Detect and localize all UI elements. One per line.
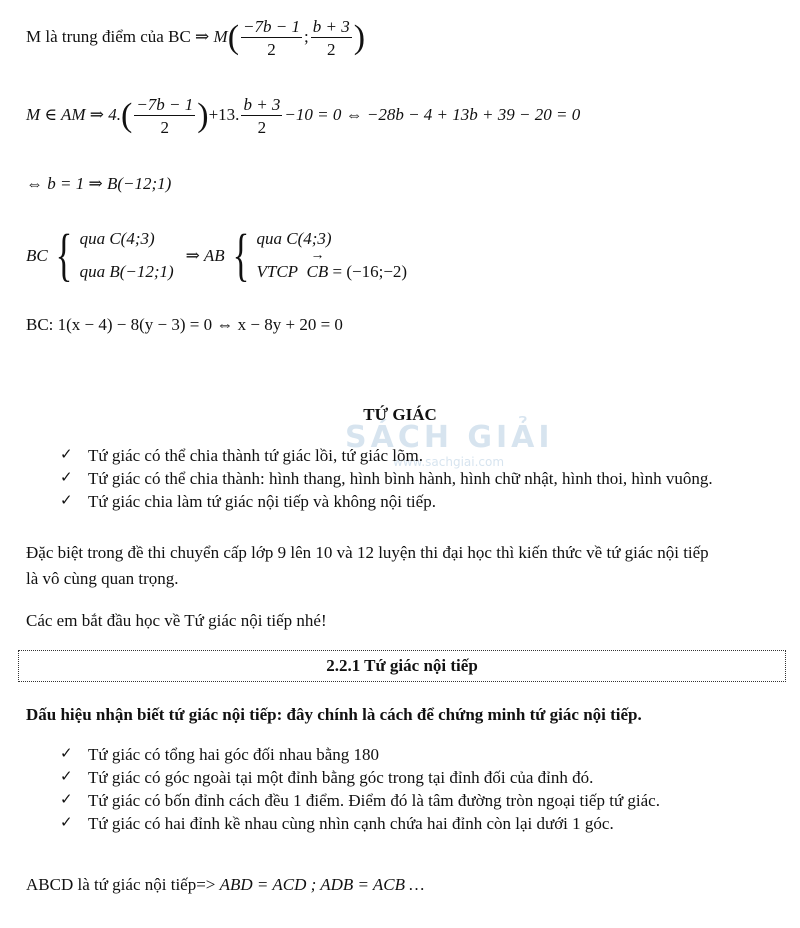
- paragraph-line: là vô cùng quan trọng.: [26, 569, 179, 588]
- fraction: $\frac{-7b - 1}{2}$: [243, 17, 300, 59]
- paragraph-line: Đặc biệt trong đề thi chuyển cấp lớp 9 lên 10 và 12 luyện thi đại học thì kiến thức về tứ giác nội tiếp: [26, 543, 709, 562]
- system-bc: qua C(4;3) qua B(−12;1): [79, 229, 174, 282]
- list-item: ✓ Tứ giác có hai đỉnh kề nhau cùng nhìn cạnh chứa hai đỉnh còn lại dưới 1 góc.: [60, 814, 614, 833]
- subsection-title-box: 2.2.1 Tứ giác nội tiếp: [18, 650, 786, 682]
- check-icon: ✓: [60, 470, 73, 486]
- bc-equation-line: BC: 1(x − 4) − 8(y − 3) = 0 ⇔ x − 8y + 20 = 0: [26, 315, 343, 334]
- signs-list: [60, 745, 660, 837]
- list-item: ✓ Tứ giác chia làm tứ giác nội tiếp và không nội tiếp.: [60, 492, 436, 511]
- solution-line: ⇔ b = 1 ⇒ B(−12;1): [26, 174, 172, 193]
- system-ab: qua C(4;3) VTCP → CB = (−16;−2): [256, 222, 407, 288]
- list-item: ✓ Tứ giác có thể chia thành tứ giác lồi, tứ giác lõm.: [60, 446, 423, 465]
- check-icon: ✓: [60, 447, 73, 463]
- check-icon: ✓: [60, 769, 73, 785]
- angle-equalities: ABD = ACD ; ADB = ACB …: [219, 875, 425, 894]
- point-m: M: [213, 26, 228, 46]
- implies-symbol: ⇒: [195, 26, 210, 46]
- list-item: ✓ Tứ giác có góc ngoài tại một đỉnh bằng góc trong tại đỉnh đối của đỉnh đó.: [60, 768, 594, 787]
- check-icon: ✓: [60, 815, 73, 831]
- vector-cb: → CB: [307, 255, 329, 288]
- list-item: ✓ Tứ giác có tổng hai góc đối nhau bằng 180: [60, 745, 380, 764]
- fraction: $\frac{-7b - 1}{2}$: [136, 95, 194, 137]
- quadrilateral-list: [60, 446, 713, 515]
- system-line: BC { qua C(4;3) qua B(−12;1) ⇒ AB { qua C(4;3) VTCP → CB = (−16;−2): [26, 222, 407, 288]
- bold-heading: Dấu hiệu nhận biết tứ giác nội tiếp: đây chính là cách để chứng minh tứ giác nội tiếp.: [26, 705, 642, 724]
- paragraph: Các em bắt đầu học về Tứ giác nội tiếp nhé!: [26, 611, 327, 630]
- equation-line: M ∈ AM ⇒ 4.( $\frac{-7b - 1}{2}$ )+13. $\frac{b + 3}{2}$ −10 = 0 ⇔ −28b − 4 + 13b + 39 − 20 = 0: [26, 95, 581, 137]
- list-item: ✓ Tứ giác có bốn đỉnh cách đều 1 điểm. Điểm đó là tâm đường tròn ngoại tiếp tứ giác.: [60, 791, 660, 810]
- midpoint-line: M là trung điểm của BC ⇒ M( $\frac{-7b - 1}{2}$ ; $\frac{b + 3}{2}$ ): [26, 17, 366, 59]
- watermark-logo: SÁCH GIẢI www.sachgiai.com: [345, 420, 554, 469]
- fraction: $\frac{b + 3}{2}$: [243, 95, 281, 137]
- check-icon: ✓: [60, 493, 73, 509]
- midpoint-text: M là trung điểm của BC: [26, 26, 191, 46]
- check-icon: ✓: [60, 746, 73, 762]
- final-line: ABCD là tứ giác nội tiếp=> ABD = ACD ; ADB = ACB …: [26, 875, 425, 894]
- fraction: $\frac{b + 3}{2}$: [312, 17, 350, 59]
- section-title: TỨ GIÁC: [363, 405, 437, 424]
- check-icon: ✓: [60, 792, 73, 808]
- list-item: ✓ Tứ giác có thể chia thành: hình thang, hình bình hành, hình chữ nhật, hình thoi, hình vuông.: [60, 469, 713, 488]
